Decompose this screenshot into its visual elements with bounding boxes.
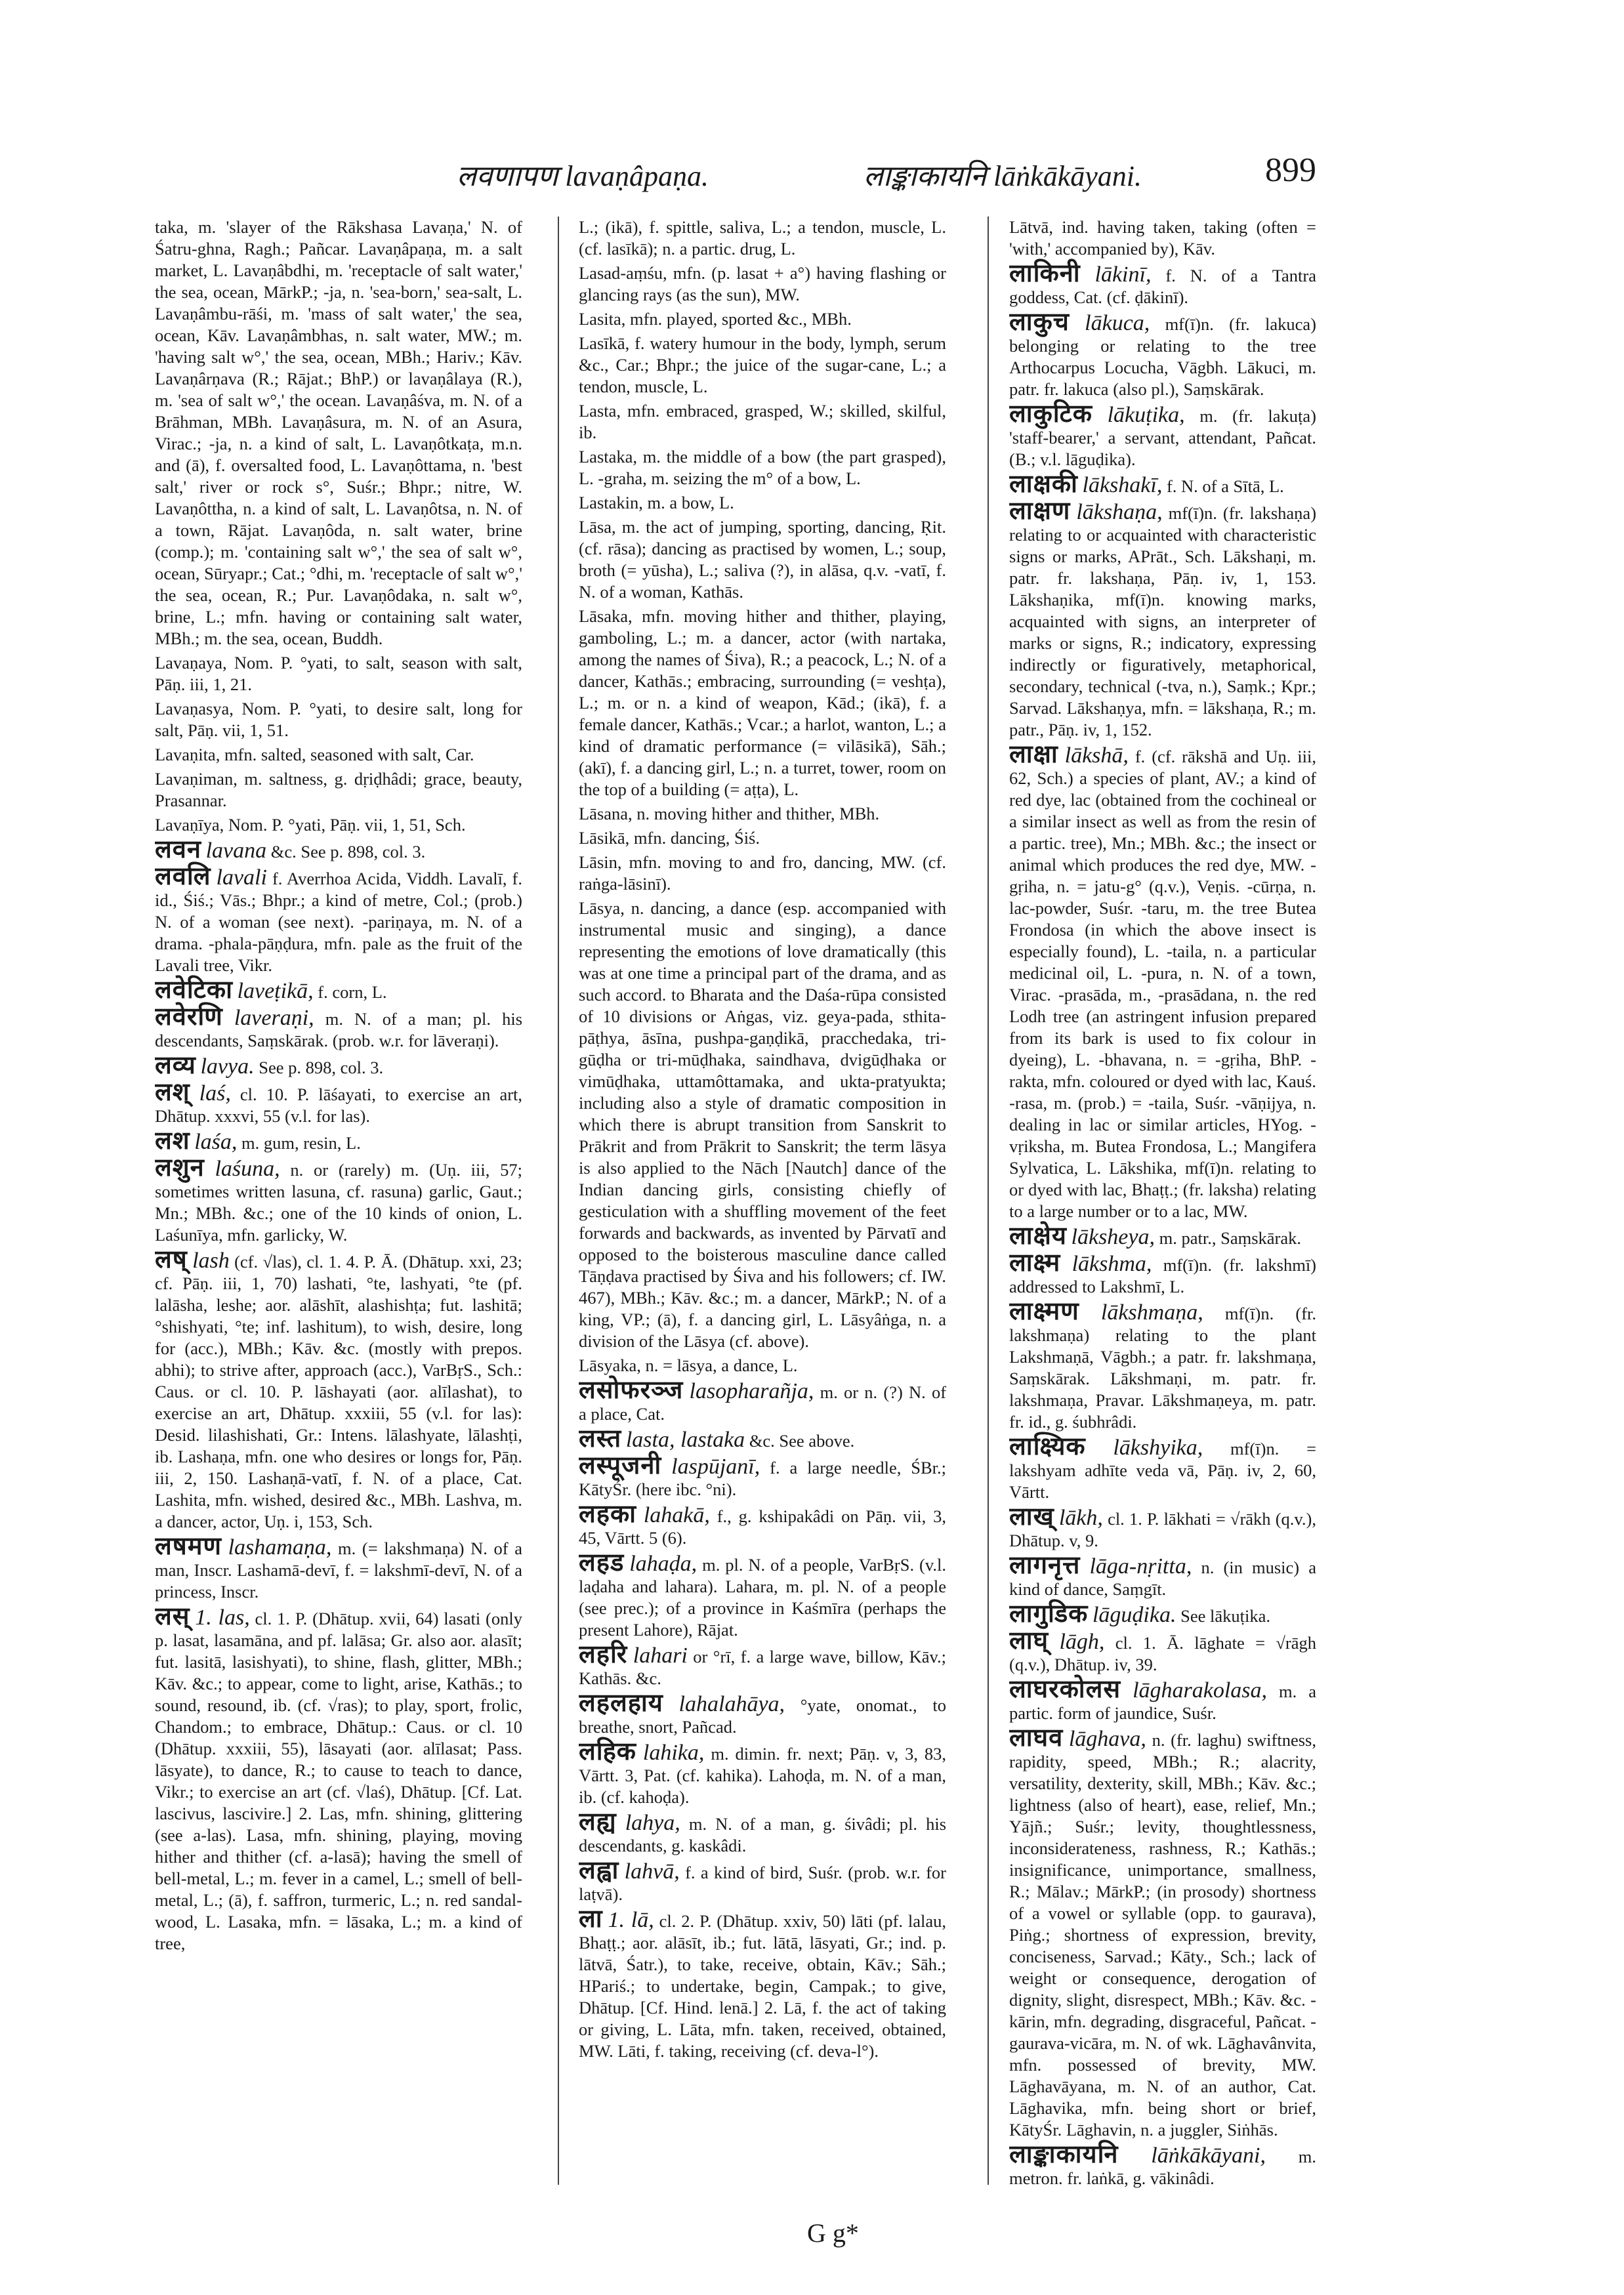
dictionary-entry bbox=[155, 1153, 522, 1246]
devanagari-headword: लाख् bbox=[1009, 1502, 1054, 1531]
transliterated-headword: lavali bbox=[216, 865, 267, 890]
entry-definition: mf(ī)n. = lakshyam adhīte veda vā, Pāṇ. iv, 2, 60, Vārtt. bbox=[1009, 1439, 1316, 1502]
devanagari-headword: लहका bbox=[579, 1499, 636, 1528]
devanagari-headword: लवेटिका bbox=[155, 975, 233, 1004]
entry-definition: f. a kind of bird, Suśr. (prob. w.r. for laṭvā). bbox=[579, 1863, 946, 1904]
entry-definition: m. metron. fr. laṅkā, g. vākinâdi. bbox=[1009, 2147, 1316, 2188]
entry-definition: m. (fr. lakuṭa) 'staff-bearer,' a servant, attendant, Pañcat. (B.; v.l. lāguḍika). bbox=[1009, 406, 1316, 469]
dictionary-entry bbox=[579, 1424, 946, 1453]
devanagari-headword: लवेरणि bbox=[155, 1002, 223, 1031]
entry-definition: cl. 1. P. (Dhātup. xvii, 64) lasati (only p. lasat, lasamāna, and pf. lalāsa; Gr. also aor. alasīt; fut. lasitā, lasishyati), to shine, flash, glitter, MBh.; Kāv. &c.; to appear, come to light, arise, Kathās.; to sound, resound, ib. (cf. √ras); to play, sport, frolic, Chandom.; to embrace, Dhātup.: Caus. or cl. 10 (Dhātup. xxxiii, 55), lāsayati (aor. alīlasat; Pass. lāsyate), to dance, R.; to cause to teach to dance, Vikr.; to exercise an art (cf. √laś), Dhātup. [Cf. Lat. lascivus, lascivire.] 2. Las, mfn. shining, glittering (see a-las). Lasa, mfn. shining, playing, moving hither and thither (cf. a-lasā); having the smell of bell-metal, L.; m. fever in a camel, L.; smell of bell-metal, L.; (ā), f. saffron, turmeric, L.; n. red sandal-wood, L. Lasaka, mfn. = lāsaka, L.; m. a kind of tree, bbox=[155, 1609, 522, 1953]
devanagari-headword: लाक्ष्यिक bbox=[1009, 1432, 1086, 1460]
dictionary-entry bbox=[579, 606, 946, 800]
entry-definition: L.; (ikā), f. spittle, saliva, L.; a tendon, muscle, L. (cf. lasīkā); n. a partic. drug, L. bbox=[579, 217, 946, 258]
entry-definition: mf(ī)n. (fr. lakuca) belonging or relating to the tree Arthocarpus Locucha, Vāgbh. Lākuci, m. patr. fr. lakuca (also pl.), Saṃskārak. bbox=[1009, 314, 1316, 399]
entry-definition: Lāsikā, mfn. dancing, Śiś. bbox=[579, 828, 760, 848]
dictionary-entry bbox=[1009, 1221, 1316, 1250]
transliterated-headword: lahika, bbox=[642, 1741, 705, 1765]
entry-definition: Lavaṇasya, Nom. P. °yati, to desire salt, long for salt, Pāṇ. vii, 1, 51. bbox=[155, 699, 522, 740]
devanagari-headword: लाकुटिक bbox=[1009, 399, 1093, 428]
devanagari-headword: लवन bbox=[155, 835, 201, 863]
transliterated-headword: lāghava, bbox=[1068, 1727, 1146, 1751]
column-divider bbox=[988, 217, 989, 2185]
devanagari-headword: लस्पूजनी bbox=[579, 1451, 662, 1479]
entry-definition: f., g. kshipakâdi on Pāṇ. vii, 3, 45, Vārtt. 5 (6). bbox=[579, 1506, 946, 1548]
devanagari-headword: लस् bbox=[155, 1602, 190, 1630]
devanagari-headword: लाक्षेय bbox=[1009, 1221, 1067, 1250]
page-number: 899 bbox=[1265, 152, 1316, 189]
entry-definition: cl. 10. P. lāśayati, to exercise an art, Dhātup. xxxvi, 55 (v.l. for las). bbox=[155, 1085, 522, 1126]
dictionary-entry bbox=[1009, 1550, 1316, 1600]
dictionary-entry bbox=[1009, 2140, 1316, 2189]
transliterated-headword: lāga-nṛitta, bbox=[1089, 1554, 1192, 1579]
devanagari-headword: ला bbox=[579, 1904, 603, 1933]
entry-definition: Lāsaka, mfn. moving hither and thither, playing, gamboling, L.; m. a dancer, actor (with nartaka, among the names of Śiva), R.; a peacock, L.; N. of a dancer, Kathās.; embracing, surrounding (= veshṭa), L.; m. or n. a kind of weapon, Kād.; (ikā), f. a female dancer, Kathās.; Vcar.; a harlot, wanton, L.; a kind of dramatic performance (= vilāsikā), Sāh.; (akī), f. a dancing girl, L.; n. a turret, tower, room on the top of a building (= aṭṭa), L. bbox=[579, 606, 946, 799]
column-divider bbox=[558, 217, 559, 2185]
dictionary-entry bbox=[1009, 469, 1316, 498]
devanagari-headword: लागनृत्त bbox=[1009, 1550, 1081, 1579]
dictionary-entry bbox=[1009, 1599, 1316, 1628]
transliterated-headword: lahaḍa, bbox=[629, 1552, 697, 1576]
entry-definition: f. N. of a Sītā, L. bbox=[1166, 476, 1284, 496]
dictionary-entry bbox=[155, 1245, 522, 1533]
transliterated-headword: lāgh, bbox=[1059, 1630, 1105, 1654]
entry-definition: (cf. √las), cl. 1. 4. P. Ā. (Dhātup. xxi, 23; cf. Pāṇ. iii, 1, 70) lashati, °te, lashyati, °te (pf. lalāsha, leshe; aor. alāshīt, alashishṭa; fut. lashitā; °shishyati, °te; inf. lashitum), to wish, desire, long for (acc.), MBh.; Kāv. &c. (mostly with prepos. abhi); to strive after, approach (acc.), VarBṛS., Sch.: Caus. or cl. 10. P. lāshayati (aor. alīlashat), to exercise an art, Dhātup. xxxiii, 55 (v.l. for las): Desid. lilashishati, Gr.: Intens. lālashyate, lālashṭi, ib. Lashaṇa, mfn. one who desires or longs for, Pāṇ. iii, 2, 150. Lashaṇā-vatī, f. N. of a place, Cat. Lashita, mfn. wished, desired &c., MBh. Lashva, m. a dancer, actor, Uṇ. i, 153, Sch. bbox=[155, 1252, 522, 1531]
devanagari-headword: लह्य bbox=[579, 1807, 617, 1836]
dictionary-entry bbox=[579, 492, 946, 514]
devanagari-headword: लाघरकोलस bbox=[1009, 1674, 1121, 1703]
transliterated-headword: lāṅkākāyani, bbox=[1151, 2143, 1266, 2168]
entry-definition: n. or (rarely) m. (Uṇ. iii, 57; sometimes written lasuna, cf. rasuna) garlic, Gaut.; Mn.; MBh. &c.; one of the 10 kinds of onion, L. Laśunīya, mfn. garlicky, W. bbox=[155, 1160, 522, 1245]
devanagari-headword: लहरि bbox=[579, 1640, 628, 1668]
dictionary-entry bbox=[579, 516, 946, 603]
transliterated-headword: lasta, lastaka bbox=[625, 1428, 745, 1452]
transliterated-headword: lahari bbox=[633, 1644, 688, 1668]
dictionary-entry bbox=[155, 698, 522, 741]
dictionary-entry bbox=[155, 1077, 522, 1127]
dictionary-entry bbox=[579, 333, 946, 398]
dictionary-entry bbox=[1009, 1723, 1316, 2141]
entry-definition: cl. 1. Ā. lāghate = √rāgh (q.v.), Dhātup. iv, 39. bbox=[1009, 1633, 1316, 1674]
transliterated-headword: lāguḍika. bbox=[1092, 1603, 1176, 1627]
transliterated-headword: lavana bbox=[205, 838, 267, 863]
entry-definition: Lasta, mfn. embraced, grasped, W.; skilled, skilful, ib. bbox=[579, 401, 946, 442]
dictionary-entry bbox=[579, 1855, 946, 1905]
entry-definition: m. N. of a man, g. śivâdi; pl. his descendants, g. kaskâdi. bbox=[579, 1814, 946, 1855]
entry-definition: Lātvā, ind. having taken, taking (often = 'with,' accompanied by), Kāv. bbox=[1009, 217, 1316, 258]
transliterated-headword: lāgharakolasa, bbox=[1133, 1678, 1268, 1703]
dictionary-entry bbox=[579, 1688, 946, 1738]
dictionary-entry bbox=[155, 217, 522, 650]
dictionary-entry bbox=[155, 861, 522, 976]
entry-definition: mf(ī)n. (fr. lakshaṇa) relating to or acquainted with characteristic signs or marks, APrāt., Sch. Lākshaṇi, m. patr. fr. lakshaṇa, Pāṇ. iv, 1, 153. Lākshaṇika, mf(ī)n. knowing marks, acquainted with signs, an interpreter of marks or signs, R.; indicatory, expressing indirectly or figuratively, metaphorical, secondary, technical (-tva, n.), Saṃk.; Kpr.; Sarvad. Lākshaṇya, mfn. = lākshaṇa, R.; m. patr., Pāṇ. iv, 1, 152. bbox=[1009, 503, 1316, 739]
devanagari-headword: लागुडिक bbox=[1009, 1599, 1089, 1628]
entry-definition: Lastakin, m. a bow, L. bbox=[579, 493, 734, 512]
entry-definition: taka, m. 'slayer of the Rākshasa Lavaṇa,' N. of Śatru-ghna, Ragh.; Pañcar. Lavaṇâpaṇa, m. a salt market, L. Lavaṇâbdhi, m. 'receptacle of salt water,' the sea, ocean, MārkP.; -ja, n. 'sea-born,' sea-salt, L. Lavaṇâmbu-rāśi, m. 'mass of salt water,' the sea, ocean, Kāv. Lavaṇâmbhas, n. salt water, MW.; m. 'having salt w°,' the sea, ocean, MBh.; Hariv.; Kāv. Lavaṇârṇava (R.; Rājat.; BhP.) or lavaṇâlaya (R.), m. 'sea of salt w°,' the ocean. Lavaṇâśva, m. N. of a Brāhman, MBh. Lavaṇâsura, m. N. of an Asura, Virac.; -ja, n. a kind of salt, L. Lavaṇôtkaṭa, m.n. and (ā), f. oversalted food, L. Lavaṇôttama, n. 'best salt,' river or rock s°, Suśr.; Bhpr.; nitre, W. Lavaṇôttha, n. a kind of salt, L. Lavaṇôtsa, n. N. of a town, Rājat. Lavaṇôda, n. salt water, brine (comp.); m. 'containing salt w°,' the sea of salt w°, ocean, Sūryapr.; Cat.; °dhi, m. 'receptacle of salt w°,' the sea, ocean, R.; Pur. Lavaṇôdaka, n. salt w°, brine, L.; mfn. having or containing salt water, MBh.; m. the sea, ocean, Buddh. bbox=[155, 217, 522, 648]
devanagari-headword: लाक्षा bbox=[1009, 739, 1058, 768]
transliterated-headword: lākshakī, bbox=[1082, 473, 1163, 497]
transliterated-headword: 1. lā, bbox=[608, 1908, 654, 1932]
dictionary-entry bbox=[579, 262, 946, 306]
entry-definition: f. N. of a Tantra goddess, Cat. (cf. ḍākinī). bbox=[1009, 266, 1316, 307]
entry-definition: Lāsin, mfn. moving to and fro, dancing, MW. (cf. raṅga-lāsinī). bbox=[579, 852, 946, 894]
dictionary-entry bbox=[579, 1904, 946, 2062]
dictionary-entry bbox=[579, 308, 946, 330]
entry-definition: Lavaṇiman, m. saltness, g. dṛiḍhâdi; grace, beauty, Prasannar. bbox=[155, 769, 522, 810]
transliterated-headword: laśa, bbox=[194, 1130, 238, 1154]
transliterated-headword: lākshmaṇa, bbox=[1100, 1300, 1203, 1325]
entry-definition: Lavaṇaya, Nom. P. °yati, to salt, season with salt, Pāṇ. iii, 1, 21. bbox=[155, 653, 522, 694]
dictionary-entry bbox=[579, 1451, 946, 1500]
entry-definition: Lasīkā, f. watery humour in the body, lymph, serum &c., Car.; Bhpr.; the juice of the sugar-cane, L.; a tendon, muscle, L. bbox=[579, 333, 946, 396]
transliterated-headword: laveṭikā, bbox=[237, 979, 314, 1003]
devanagari-headword: लहिक bbox=[579, 1737, 636, 1766]
devanagari-headword: लाघव bbox=[1009, 1723, 1064, 1752]
transliterated-headword: lahya, bbox=[625, 1811, 680, 1835]
devanagari-headword: लषमण bbox=[155, 1531, 222, 1560]
entry-definition: Lāsa, m. the act of jumping, sporting, dancing, Ṛit. (cf. rāsa); dancing as practised by women, L.; soup, broth (= yūsha), L.; saliva (?), in alāsa, q.v. -vatī, f. N. of a woman, Kathās. bbox=[579, 517, 946, 602]
dictionary-entry bbox=[155, 1602, 522, 1954]
dictionary-entry bbox=[155, 975, 522, 1004]
transliterated-headword: lasopharañja, bbox=[689, 1379, 814, 1403]
dictionary-entry bbox=[1009, 739, 1316, 1222]
dictionary-entry bbox=[579, 1375, 946, 1425]
entry-definition: m. a partic. form of jaundice, Suśr. bbox=[1009, 1682, 1316, 1723]
transliterated-headword: lāksheya, bbox=[1071, 1225, 1155, 1249]
dictionary-entry bbox=[579, 898, 946, 1352]
dictionary-entry bbox=[1009, 1626, 1316, 1676]
transliterated-headword: lākshā, bbox=[1064, 743, 1129, 768]
dictionary-entry bbox=[155, 835, 522, 863]
transliterated-headword: laśuna, bbox=[215, 1157, 280, 1181]
dictionary-entry bbox=[579, 1640, 946, 1689]
entry-definition: n. (fr. laghu) swiftness, rapidity, speed, MBh.; R.; alacrity, versatility, dexterity, skill, MBh.; Kāv. &c.; lightness (also of heart), ease, relief, Mn.; Yājñ.; Suśr.; levity, thoughtlessness, inconsiderateness, rashness, R.; Kathās.; insignificance, unimportance, smallness, R.; Mālav.; MārkP.; (in prosody) shortness of a vowel or syllable (opp. to gaurava), Piṅg.; shortness of expression, brevity, conciseness, Sarvad.; Kāty., Sch.; lack of weight or consequence, derogation of dignity, slight, disrespect, MBh.; Kāv. &c. -kārin, mfn. degrading, disgraceful, Pañcat. -gaurava-vicāra, m. N. of wk. Lāghavânvita, mfn. possessed of brevity, MW. Lāghavāyana, m. N. of an author, Cat. Lāghavika, mfn. being short or brief, KātyŚr. Lāghavin, n. a juggler, Siṅhās. bbox=[1009, 1730, 1316, 2140]
entry-definition: Lavaṇīya, Nom. P. °yati, Pāṇ. vii, 1, 51, Sch. bbox=[155, 815, 466, 835]
transliterated-headword: lākshyika, bbox=[1113, 1436, 1203, 1460]
dictionary-entry bbox=[1009, 258, 1316, 308]
dictionary-entry bbox=[1009, 307, 1316, 400]
entry-definition: Lastaka, m. the middle of a bow (the part grasped), L. -graha, m. seizing the m° of a bow, L. bbox=[579, 447, 946, 488]
entry-definition: f. a large needle, ŚBr.; KātyŚr. (here ibc. °ni). bbox=[579, 1458, 946, 1499]
dictionary-entry bbox=[579, 803, 946, 825]
dictionary-entry bbox=[579, 1499, 946, 1549]
dictionary-entry bbox=[579, 400, 946, 444]
running-head-middle: लाङ्काकायनि lāṅkākāyani. bbox=[864, 160, 1142, 192]
entry-definition: Lavaṇita, mfn. salted, seasoned with salt, Car. bbox=[155, 745, 474, 764]
dictionary-entry bbox=[1009, 1432, 1316, 1503]
devanagari-headword: लाघ् bbox=[1009, 1626, 1049, 1655]
devanagari-headword: लश bbox=[155, 1126, 190, 1155]
devanagari-headword: लाकिनी bbox=[1009, 258, 1081, 287]
transliterated-headword: lākinī, bbox=[1094, 262, 1152, 287]
entry-definition: f. Averrhoa Acida, Viddh. Lavalī, f. id., Śiś.; Vās.; Bhpr.; a kind of metre, Col.; (prob.) N. of a woman (see next). -pariṇaya, m. N. of a drama. -phala-pāṇḍura, mfn. pale as the fruit of the Lavali tree, Vikr. bbox=[155, 869, 522, 975]
entry-definition: m. dimin. fr. next; Pāṇ. v, 3, 83, Vārtt. 3, Pat. (cf. kahika). Lahoḍa, m. N. of a man, ib. (cf. kahoḍa). bbox=[579, 1744, 946, 1807]
dictionary-entry bbox=[579, 1807, 946, 1857]
devanagari-headword: लाङ्काकायनि bbox=[1009, 2140, 1119, 2168]
dictionary-entry bbox=[1009, 217, 1316, 260]
dictionary-entry bbox=[155, 768, 522, 812]
dictionary-entry bbox=[1009, 399, 1316, 470]
entry-definition: cl. 1. P. lākhati = √rākh (q.v.), Dhātup. v, 9. bbox=[1009, 1509, 1316, 1550]
dictionary-entry bbox=[579, 852, 946, 895]
transliterated-headword: laspūjanī, bbox=[671, 1455, 760, 1479]
dictionary-entry bbox=[155, 652, 522, 695]
entry-definition: m. (= lakshmaṇa) N. of a man, Inscr. Lashamā-devī, f. = lakshmī-devī, N. of a princess, Inscr. bbox=[155, 1539, 522, 1602]
entry-definition: n. (in music) a kind of dance, Saṃgīt. bbox=[1009, 1558, 1316, 1599]
entry-definition: Lāsya, n. dancing, a dance (esp. accompanied with instrumental music and singing), a dance representing the emotions of love dramatically (this was at one time a principal part of the drama, and as such accord. to Bharata and the Daśa-rūpa consisted of 10 divisions or Aṅgas, viz. geya-pada, sthita-pāṭhya, āsīna, pushpa-gaṇḍikā, pracchedaka, tri-gūḍha or tri-mūḍhaka, saindhava, dvigūḍhaka or vimūḍhaka, uttamôttamaka, and ukta-pratyukta; including also a style of dramatic composition in which there is abrupt transition from Sanskrit to Prākrit and from Prākrit to Sanskrit; the term lāsya is also applied to the Nāch [Nautch] dance of the Indian dancing girls, consisting chiefly of gesticulation with a shuffling movement of the feet forwards and backwards, as invented by Pārvatī and opposed to the boisterous masculine dance called Tāṇḍava practised by Śiva and his followers; cf. IW. 467), MBh.; Kāv. &c.; m. a dancer, MārkP.; N. of a king, VP.; (ā), f. a dancing girl, L. Lāsyâṅga, n. a division of the Lāsya (cf. above). bbox=[579, 898, 946, 1351]
dictionary-entry bbox=[1009, 1248, 1316, 1298]
running-head-left: लवणापण lavaṇâpaṇa. bbox=[457, 160, 709, 192]
dictionary-entry bbox=[579, 1737, 946, 1808]
devanagari-headword: लवलि bbox=[155, 861, 211, 890]
transliterated-headword: lash bbox=[192, 1249, 230, 1273]
transliterated-headword: lākh, bbox=[1058, 1506, 1103, 1530]
entry-definition: m. patr., Saṃskārak. bbox=[1159, 1228, 1301, 1248]
dictionary-entry bbox=[579, 827, 946, 849]
dictionary-entry bbox=[155, 814, 522, 836]
entry-definition: Lāsana, n. moving hither and thither, MBh. bbox=[579, 804, 880, 823]
devanagari-headword: लाक्षण bbox=[1009, 496, 1071, 525]
entry-definition: m. gum, resin, L. bbox=[241, 1133, 361, 1153]
entry-definition: See lākuṭika. bbox=[1180, 1606, 1270, 1626]
devanagari-headword: लहड bbox=[579, 1548, 625, 1577]
entry-definition: mf(ī)n. (fr. lakshmī) addressed to Lakshmī, L. bbox=[1009, 1255, 1316, 1296]
transliterated-headword: lashamaṇa, bbox=[228, 1535, 332, 1560]
entry-definition: m. or n. (?) N. of a place, Cat. bbox=[579, 1382, 946, 1424]
dictionary-entry bbox=[1009, 1296, 1316, 1433]
entry-definition: f. (cf. rākshā and Uṇ. iii, 62, Sch.) a species of plant, AV.; a kind of red dye, lac (obtained from the cochineal or a similar insect as well as from the resin of a partic. tree), Mn.; MBh. &c.; the insect or animal which produces the red dye, MW. -gṛiha, n. = jatu-g° (q.v.), Veṇis. -cūrṇa, n. lac-powder, Suśr. -taru, m. the tree Butea Frondosa (in which the above insect is especially found), L. -taila, n. a particular medicinal oil, L. -pura, n. N. of a town, Virac. -prasāda, m., -prasādana, n. the red Lodh tree (an astringent infusion prepared from its bark is used to fix colour in dyeing), L. -bhavana, n. = -gṛiha, BhP. -rakta, mfn. coloured or dyed with lac, Kauś. -rasa, m. (prob.) = -taila, Suśr. -vāṇijya, n. dealing in lac or similar articles, HYog. -vṛiksha, m. Butea Frondosa, L.; Mangifera Sylvatica, L. Lākshika, mf(ī)n. relating to or dyed with lac, Bhaṭṭ.; (fr. laksha) relating to a large number or to a lac, MW. bbox=[1009, 747, 1316, 1221]
entry-definition: °yate, onomat., to breathe, snort, Pañcad. bbox=[579, 1695, 946, 1737]
devanagari-headword: लाकुच bbox=[1009, 307, 1070, 336]
devanagari-headword: लश् bbox=[155, 1077, 190, 1106]
devanagari-headword: लाक्ष्मण bbox=[1009, 1296, 1079, 1325]
entry-definition: Lasad-aṃśu, mfn. (p. lasat + a°) having flashing or glancing rays (as the sun), MW. bbox=[579, 263, 946, 304]
devanagari-headword: लष् bbox=[155, 1245, 188, 1273]
entry-definition: m. pl. N. of a people, VarBṛS. (v.l. laḍaha and lahara). Lahara, m. pl. N. of a people (see prec.); of a province in Kaśmīra (perhaps the present Lahore), Rājat. bbox=[579, 1555, 946, 1640]
entry-definition: Lasita, mfn. played, sported &c., MBh. bbox=[579, 309, 852, 329]
devanagari-headword: लाक्ष्म bbox=[1009, 1248, 1061, 1277]
transliterated-headword: 1. las, bbox=[195, 1605, 250, 1630]
transliterated-headword: lākshma, bbox=[1072, 1252, 1152, 1276]
dictionary-entry bbox=[579, 1355, 946, 1376]
dictionary-column-3 bbox=[1009, 217, 1316, 2198]
devanagari-headword: लव्य bbox=[155, 1050, 196, 1079]
dictionary-entry bbox=[155, 744, 522, 766]
devanagari-headword: लहलहाय bbox=[579, 1688, 663, 1717]
dictionary-entry bbox=[155, 1002, 522, 1052]
dictionary-column-2 bbox=[579, 217, 946, 2198]
devanagari-headword: लशुन bbox=[155, 1153, 205, 1182]
entry-definition: or °rī, f. a large wave, billow, Kāv.; Kathās. &c. bbox=[579, 1647, 946, 1688]
page-header bbox=[155, 152, 1316, 201]
transliterated-headword: lākshaṇa, bbox=[1076, 500, 1163, 524]
entry-definition: See p. 898, col. 3. bbox=[259, 1058, 384, 1077]
dictionary-column-1 bbox=[155, 217, 522, 2198]
transliterated-headword: laveraṇi, bbox=[234, 1006, 314, 1030]
transliterated-headword: lākuca, bbox=[1085, 311, 1150, 335]
devanagari-headword: लाक्षकी bbox=[1009, 469, 1078, 498]
entry-definition: mf(ī)n. (fr. lakshmaṇa) relating to the plant Lakshmaṇā, Vāgbh.; a patr. fr. lakshmaṇa, Saṃskārak. Lākshmaṇi, m. patr. fr. lakshmaṇa, Pravar. Lākshmaṇeya, m. patr. fr. id., g. śubhrâdi. bbox=[1009, 1304, 1316, 1432]
devanagari-headword: लह्वा bbox=[579, 1855, 619, 1884]
entry-definition: &c. See above. bbox=[749, 1431, 855, 1451]
dictionary-entry bbox=[155, 1531, 522, 1603]
transliterated-headword: lahvā, bbox=[624, 1859, 680, 1884]
transliterated-headword: lahalahāya, bbox=[678, 1692, 785, 1716]
dictionary-entry bbox=[579, 446, 946, 489]
dictionary-entry bbox=[1009, 1674, 1316, 1724]
transliterated-headword: lākuṭika, bbox=[1107, 403, 1185, 427]
entry-definition: f. corn, L. bbox=[318, 982, 387, 1002]
dictionary-entry bbox=[155, 1050, 522, 1079]
transliterated-headword: lavya. bbox=[200, 1054, 255, 1079]
dictionary-entry bbox=[579, 1548, 946, 1641]
entry-definition: Lāsyaka, n. = lāsya, a dance, L. bbox=[579, 1355, 798, 1375]
transliterated-headword: laś, bbox=[199, 1081, 231, 1106]
devanagari-headword: लस्त bbox=[579, 1424, 622, 1453]
entry-definition: m. N. of a man; pl. his descendants, Saṃskārak. (prob. w.r. for lāveraṇi). bbox=[155, 1009, 522, 1050]
entry-definition: cl. 2. P. (Dhātup. xxiv, 50) lāti (pf. lalau, Bhaṭṭ.; aor. alāsīt, ib.; fut. lātā, lāsyati, Gr.; ind. p. lātvā, Śatr.), to take, receive, obtain, Kāv.; Sāh.; HPariś.; to undertake, begin, Campak.; to give, Dhātup. [Cf. Hind. lenā.] 2. Lā, f. the act of taking or giving, L. Lāta, mfn. taken, received, obtained, MW. Lāti, f. taking, receiving (cf. deva-l°). bbox=[579, 1911, 946, 2061]
dictionary-entry bbox=[579, 217, 946, 260]
dictionary-entry bbox=[1009, 496, 1316, 741]
dictionary-entry bbox=[155, 1126, 522, 1155]
entry-definition: &c. See p. 898, col. 3. bbox=[270, 842, 426, 861]
transliterated-headword: lahakā, bbox=[643, 1503, 710, 1527]
signature-mark: G g* bbox=[807, 2218, 859, 2248]
devanagari-headword: लसोफरञ्ज bbox=[579, 1375, 684, 1404]
dictionary-entry bbox=[1009, 1502, 1316, 1552]
